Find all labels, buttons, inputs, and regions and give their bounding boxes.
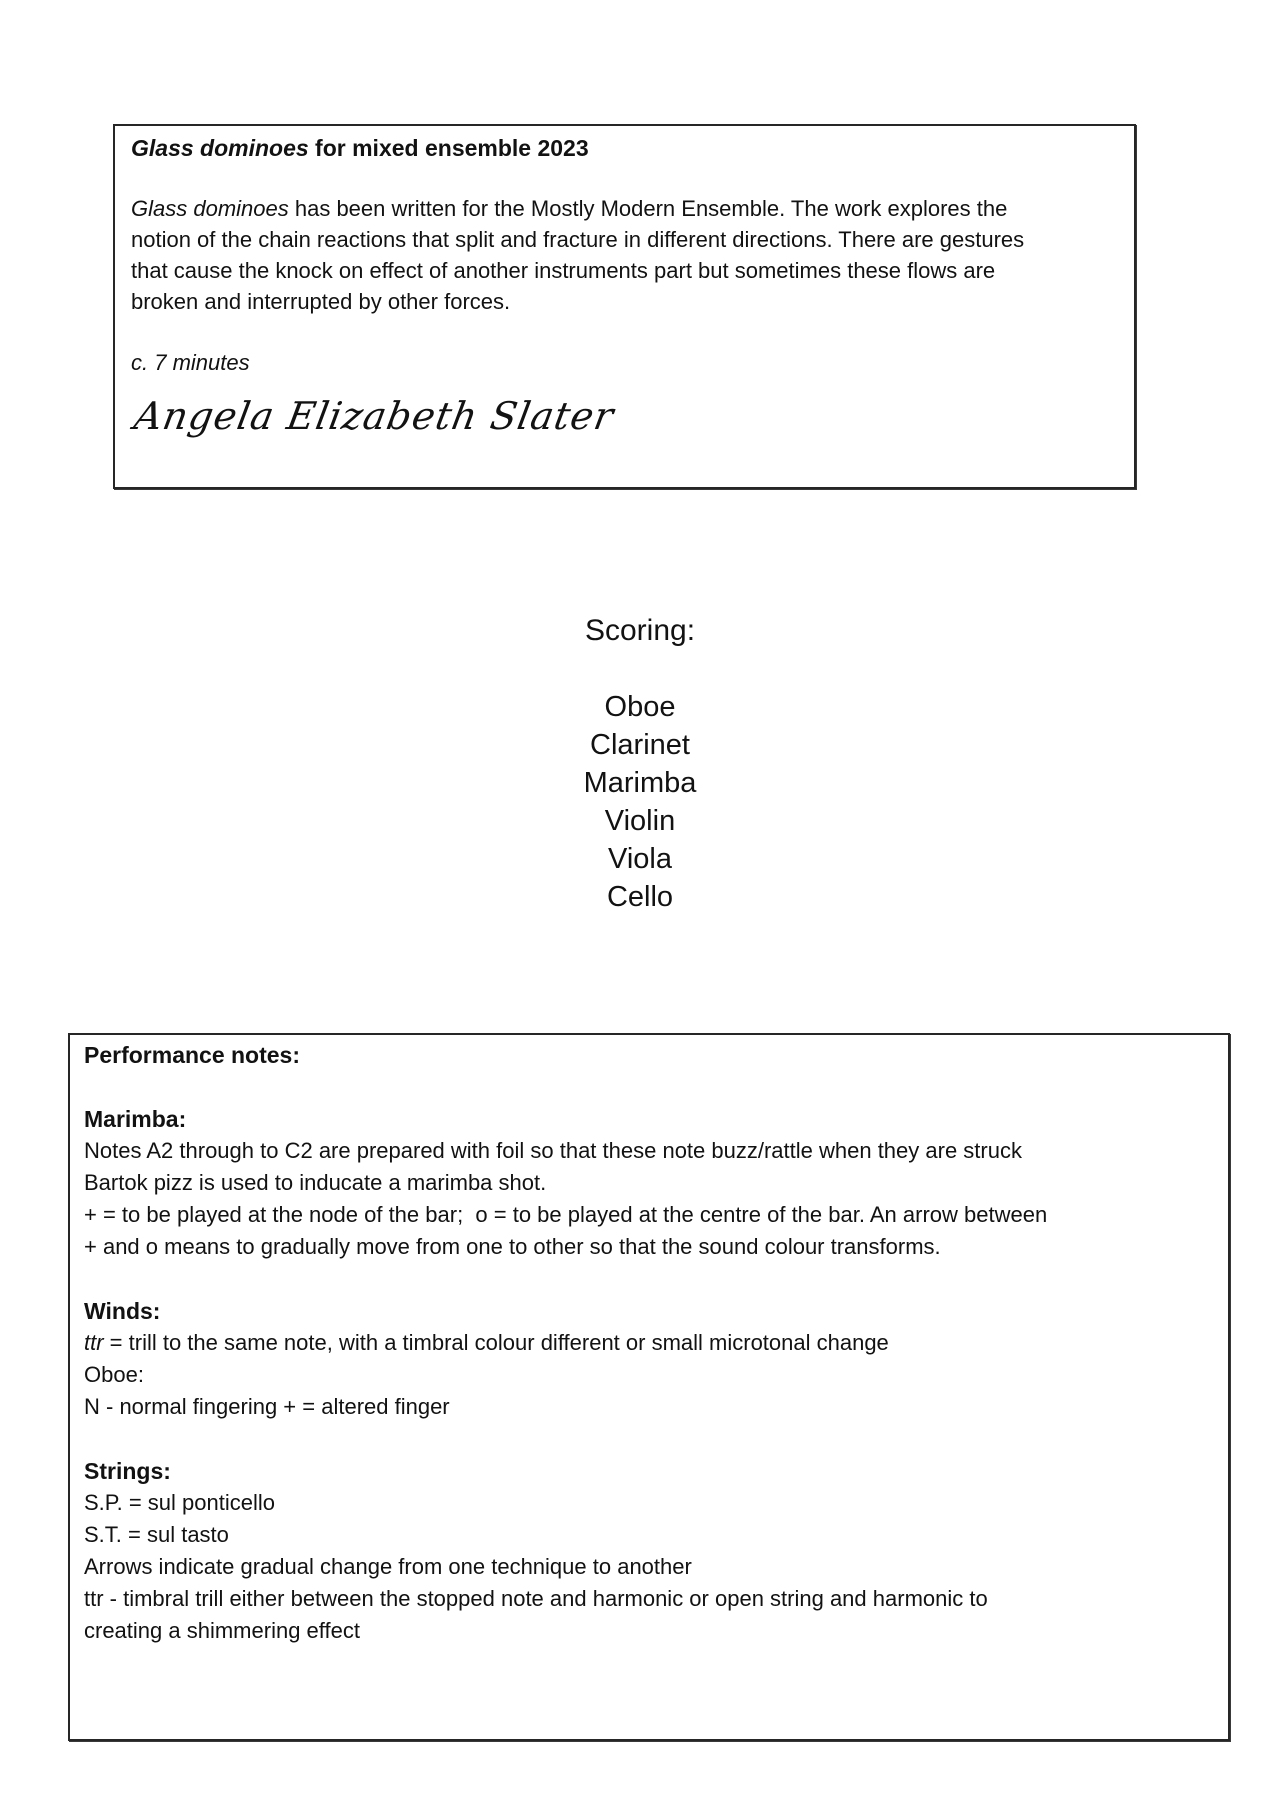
duration-note: c. 7 minutes (131, 350, 250, 375)
marimba-note-line: Notes A2 through to C2 are prepared with foil so that these note buzz/rattle when they are struck (84, 1138, 1022, 1163)
winds-section-title: Winds: (84, 1298, 161, 1324)
scoring-instrument: Viola (608, 843, 672, 875)
scoring-instrument: Cello (606, 881, 674, 913)
winds-note-line: ttr = trill to the same note, with a timbral colour different or small microtonal change (84, 1330, 889, 1355)
marimba-note-line: Bartok pizz is used to inducate a marimba shot. (84, 1170, 547, 1195)
strings-note-line: S.P. = sul ponticello (84, 1490, 275, 1515)
winds-section (84, 1295, 1214, 1423)
program-note-line: that cause the knock on effect of another instruments part but sometimes these flows are (131, 258, 996, 283)
strings-note-line: Arrows indicate gradual change from one technique to another (84, 1554, 692, 1579)
strings-section (84, 1455, 1214, 1647)
scoring-instrument: Clarinet (590, 729, 690, 761)
composer-signature: Angela Elizabeth Slater (131, 394, 618, 438)
ttr-abbrev: ttr (84, 1330, 104, 1355)
marimba-note-line: + = to be played at the node of the bar; o = to be played at the centre of the bar. An arrow between (84, 1202, 1048, 1227)
performance-notes-heading: Performance notes: (84, 1042, 301, 1068)
scoring-section (0, 612, 1280, 916)
scoring-instrument: Oboe (604, 691, 676, 723)
strings-note-line: ttr - timbral trill either between the stopped note and harmonic or open string and harmonic to (84, 1586, 988, 1611)
strings-section-title: Strings: (84, 1458, 171, 1484)
program-note-line: broken and interrupted by other forces. (131, 289, 511, 314)
performance-notes-box (68, 1033, 1230, 1741)
marimba-section (84, 1103, 1214, 1263)
marimba-section-title: Marimba: (84, 1106, 187, 1132)
program-note-line: Glass dominoes has been written for the Mostly Modern Ensemble. The work explores the (131, 196, 1008, 221)
work-title-name: Glass dominoes (131, 135, 309, 161)
strings-note-line: S.T. = sul tasto (84, 1522, 229, 1547)
winds-note-line: Oboe: (84, 1362, 144, 1387)
work-title (131, 132, 1118, 164)
winds-note-line: N - normal fingering + = altered finger (84, 1394, 450, 1419)
scoring-heading: Scoring: (584, 614, 696, 647)
program-note-line: notion of the chain reactions that split and fracture in different directions. There are gestures (131, 227, 1025, 252)
program-note-box (113, 124, 1136, 489)
scoring-instrument: Marimba (583, 767, 697, 799)
work-name-inline: Glass dominoes (131, 196, 289, 221)
program-note-text (131, 193, 1118, 317)
marimba-note-line: + and o means to gradually move from one to other so that the sound colour transforms. (84, 1234, 941, 1259)
strings-note-line: creating a shimmering effect (84, 1618, 360, 1643)
scoring-instrument: Violin (604, 805, 676, 837)
work-title-subtitle: for mixed ensemble 2023 (308, 135, 589, 161)
